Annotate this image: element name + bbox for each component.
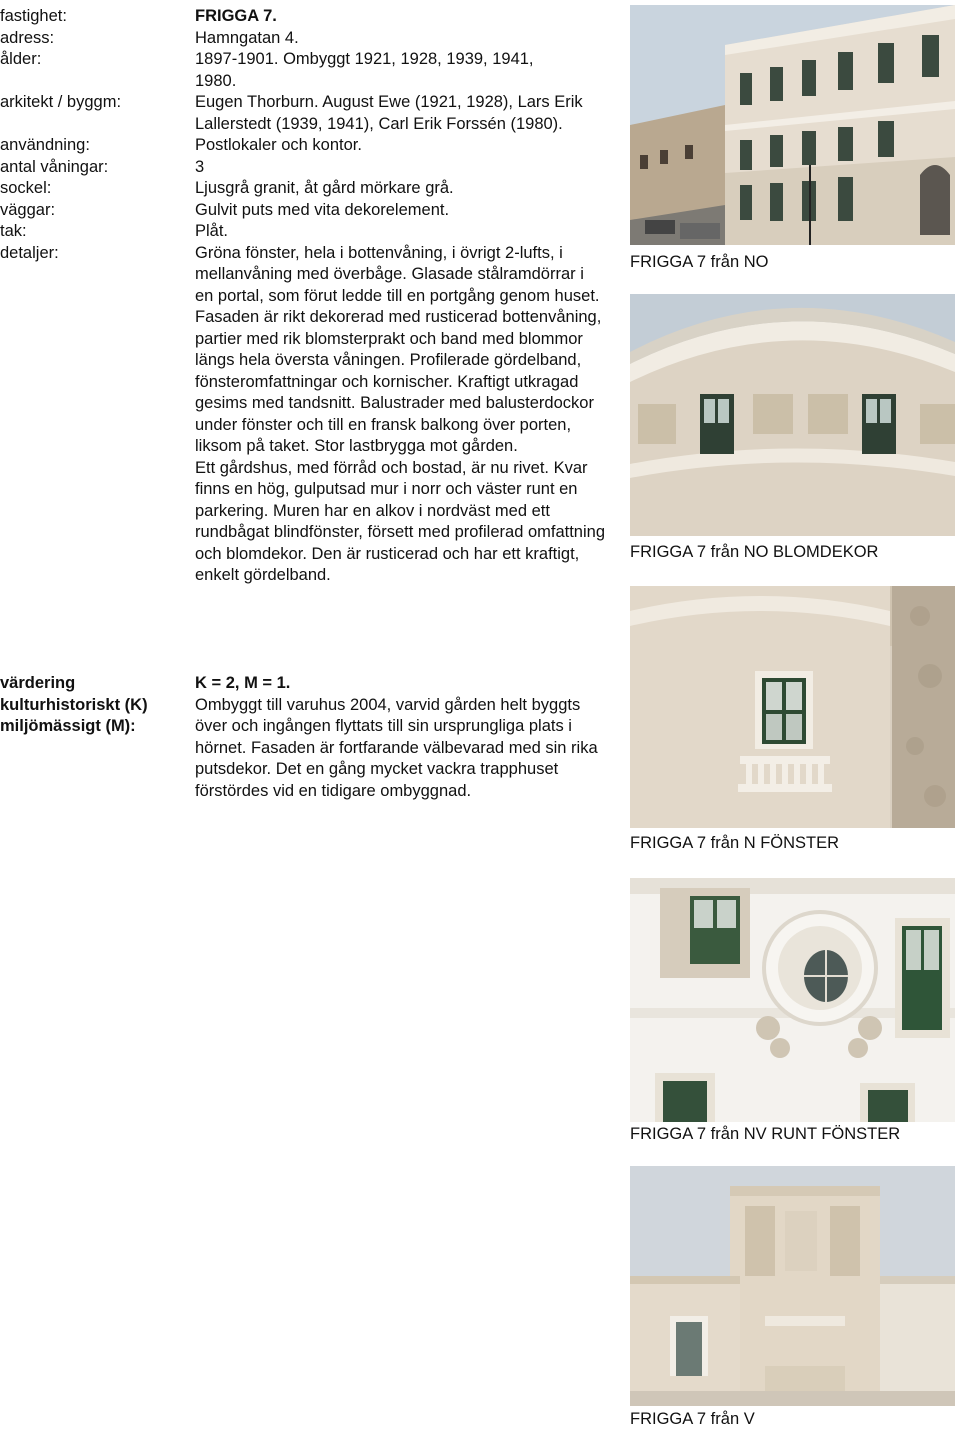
photo-caption: FRIGGA 7 från NO BLOMDEKOR bbox=[630, 543, 879, 561]
fact-value: Ljusgrå granit, åt gård mörkare grå. bbox=[195, 179, 454, 197]
fact-label: tak: bbox=[0, 222, 27, 240]
fact-row-vaggar bbox=[0, 200, 620, 222]
evaluation-label-k: kulturhistoriskt (K) bbox=[0, 695, 148, 714]
property-info bbox=[0, 6, 620, 587]
fact-label: väggar: bbox=[0, 200, 56, 219]
fact-row-anvandning bbox=[0, 135, 620, 157]
photo-frigga-nv-runt-fonster bbox=[630, 878, 955, 1122]
evaluation-labels bbox=[0, 673, 195, 802]
fact-value: Postlokaler och kontor. bbox=[195, 136, 362, 154]
details-paragraph: Ett gårdshus, med förråd och bostad, är nu rivet. Kvar finns en hög, gulputsad mur i norr och väster runt en parkering. Muren har en alkov i nordväst med ett rundbågat blindfönster, försett med profilerad omfattning och blomdekor. Den är rusticerad och har ett kraftigt, enkelt gördelband. bbox=[195, 458, 605, 584]
fact-row-detaljer bbox=[0, 243, 620, 587]
fact-label: sockel: bbox=[0, 179, 52, 197]
fact-row-tak bbox=[0, 221, 620, 243]
details-label: detaljer: bbox=[0, 243, 59, 262]
fact-value: 3 bbox=[195, 157, 205, 176]
fact-row-alder bbox=[0, 49, 620, 92]
fact-row-fastighet bbox=[0, 6, 620, 28]
photo-caption: FRIGGA 7 från N FÖNSTER bbox=[630, 834, 840, 852]
evaluation-body bbox=[195, 673, 605, 802]
fact-row-adress bbox=[0, 28, 620, 50]
evaluation-section bbox=[0, 673, 620, 802]
fact-row-sockel bbox=[0, 178, 620, 200]
fact-value: Eugen Thorburn. August Ewe (1921, 1928), Lars Erik Lallerstedt (1939, 1941), Carl Erik Forssén (1980). bbox=[195, 93, 583, 133]
photo-frigga-no bbox=[630, 5, 955, 245]
photo-frigga-n-fonster bbox=[630, 586, 955, 828]
fact-label: ålder: bbox=[0, 50, 42, 68]
details-text bbox=[195, 243, 605, 587]
evaluation-score: K = 2, M = 1. bbox=[195, 674, 291, 692]
fact-value: Gulvit puts med vita dekorelement. bbox=[195, 200, 450, 219]
fact-label: adress: bbox=[0, 28, 55, 47]
fact-row-arkitekt bbox=[0, 92, 620, 135]
fact-value: FRIGGA 7. bbox=[195, 7, 277, 25]
details-paragraph: Gröna fönster, hela i bottenvåning, i övrigt 2-lufts, i mellanvåning med överbåge. Glasade stålramdörrar i en portal, som förut ledde till en portgång genom huset. Fasaden är rikt dekorerad med rusticerad bottenvåning, partier med rik blomsterprakt och band med blommor längs hela översta våningen. Profilerade gördelband, fönsteromfattningar och kornischer. Kraftigt utkragad gesims med tandsnitt. Balustrader med balusterdockor under fönster och till en fransk balkong över porten, liksom på taket. Stor lastbrygga mot gården. bbox=[195, 243, 602, 455]
photo-frigga-v bbox=[630, 1166, 955, 1406]
fact-row-vaningar bbox=[0, 157, 620, 179]
fact-label: arkitekt / byggm: bbox=[0, 93, 122, 111]
fact-value: Plåt. bbox=[195, 222, 229, 240]
photo-frigga-no-blomdekor bbox=[630, 294, 955, 536]
photo-caption: FRIGGA 7 från V bbox=[630, 1410, 755, 1428]
fact-label: användning: bbox=[0, 136, 90, 154]
evaluation-label: värdering bbox=[0, 674, 76, 692]
evaluation-label-m: miljömässigt (M): bbox=[0, 717, 136, 735]
fact-label: antal våningar: bbox=[0, 157, 109, 176]
fact-value: 1897-1901. Ombyggt 1921, 1928, 1939, 1941, 1980. bbox=[195, 50, 534, 90]
evaluation-text: Ombyggt till varuhus 2004, varvid gården helt byggts över och ingången flyttats till sin ursprungliga plats i hörnet. Fasaden är fortfarande välbevarad med sin rika putsdekor. Det en gång mycket vackra trapphuset förstördes vid en tidigare ombyggnad. bbox=[195, 695, 598, 800]
fact-value: Hamngatan 4. bbox=[195, 28, 299, 47]
photo-caption: FRIGGA 7 från NV RUNT FÖNSTER bbox=[630, 1125, 901, 1143]
photo-caption: FRIGGA 7 från NO bbox=[630, 253, 769, 271]
fact-label: fastighet: bbox=[0, 7, 67, 25]
